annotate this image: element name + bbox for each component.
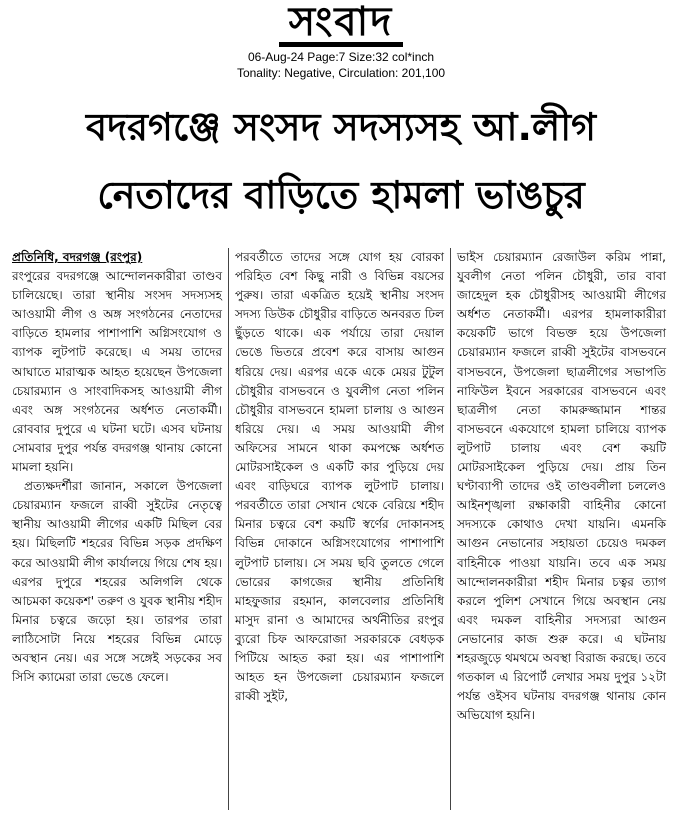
clipping-meta-line: 06-Aug-24 Page:7 Size:32 col*inch [247, 50, 435, 64]
article-paragraph: পরবর্তীতে তাদের সঙ্গে যোগ হয় বোরকা পরিহিত বেশ কিছু নারী ও বিভিন্ন বয়সের পুরুষ। তারা একত্রিত হয়েই স্থানীয় সংসদ সদস্য ডিউক চৌধুরীর বাড়িতে অনবরত ঢিল ছুঁড়তে থাকে। এক পর্যায়ে তারা দেয়াল ভেঙে ভিতরে প্রবেশ করে বাসায় আগুন ধরিয়ে দেয়। এরপর একে একে মেয়র টুটুল চৌধুরীর বাসভবনে ও যুবলীগ নেতা পলিন চৌধুরীর বাসভবনে হামলা চালায় ও আগুন ধরিয়ে দেয়। এ সময় আওয়ামী লীগ অফিসের সামনে থাকা কমপক্ষে অর্ধশত মোটরসাইকেল ও একটি কার পুড়িয়ে দেয় এবং বাড়িঘরে ব্যাপক লুটপাট চালায়। পরবর্তীতে তারা সেখান থেকে বেরিয়ে শহীদ মিনার চত্বরে বেশ কয়টি স্বর্ণের দোকানসহ বিভিন্ন দোকানে অগ্নিসংযোগের পাশাপাশি লুটপাট চালায়। সে সময় ছবি তুলতে গেলে ভোরের কাগজের স্থানীয় প্রতিনিধি মাহফুজার রহমান, কালবেলার প্রতিনিধি মাসুদ রানা ও আমাদের অর্থনীতির রংপুর ব্যুরো চিফ আফরোজা সরকারকে বেধড়ক পিটিয়ে আহত করা হয়। এর পাশাপাশি আহত হন উপজেলা চেয়ারম্যান ফজলে রাব্বী সুইট, [235, 250, 444, 704]
headline-line-1: বদরগঞ্জে সংসদ সদস্যসহ আ.লীগ [86, 105, 596, 149]
newspaper-logo: সংবাদ [279, 2, 404, 47]
byline: প্রতিনিধি, বদরগঞ্জ (রংপুর) [12, 250, 143, 264]
article-paragraph: প্রত্যক্ষদর্শীরা জানান, সকালে উপজেলা চেয়ারম্যান ফজলে রাব্বী সুইটের নেতৃত্বে স্থানীয় আওয়ামী লীগের একটি মিছিল বের হয়। মিছিলটি শহরের বিভিন্ন সড়ক প্রদক্ষিণ করে আওয়ামী লীগ কার্যালয়ে গিয়ে শেষ হয়। এরপর দুপুরে শহরের অলিগলি থেকে আচমকা কয়েকশ' তরুণ ও যুবক স্থানীয় শহীদ মিনার চত্বরে জড়ো হয়। তারপর তারা লাঠিসোটা নিয়ে শহরের বিভিন্ন মোড়ে অবস্থান নেয়। এর সঙ্গে সঙ্গেই সড়কের সব সিসি ক্যামেরা তারা ভেঙে ফেলে। [12, 479, 222, 685]
article-column-3 [450, 248, 672, 810]
clipping-tonality-line: Tonality: Negative, Circulation: 201,100 [236, 66, 446, 80]
article-column-2 [228, 248, 450, 810]
article-paragraph: রংপুরের বদরগঞ্জে আন্দোলনকারীরা তাণ্ডব চালিয়েছে। তারা স্থানীয় সংসদ সদস্যসহ আওয়ামী লীগ ও অঙ্গ সংগঠনের নেতাদের বাড়িতে হামলার পাশাপাশি অগ্নিসংযোগ ও ব্যাপক লুটপাট করেছে। এ সময় তাদের আঘাতে মারাত্মক আহত হয়েছেন উপজেলা চেয়ারম্যান ও সাংবাদিকসহ আওয়ামী লীগ এবং অঙ্গ সংগঠনের অর্ধশত নেতাকর্মী। রোববার দুপুরে এ ঘটনা ঘটে। এসব ঘটনায় সোমবার দুপুর পর্যন্ত বদরগঞ্জ থানায় কোনো মামলা হয়নি। [12, 269, 222, 475]
article-body [6, 248, 676, 810]
article-column-1 [6, 248, 228, 810]
newspaper-masthead [0, 0, 682, 44]
article-paragraph: ভাইস চেয়ারম্যান রেজাউল করিম পান্না, যুবলীগ নেতা পলিন চৌধুরী, তার বাবা জাহেদুল হক চৌধুরীসহ আওয়ামী লীগের অর্ধশত নেতাকর্মী। এরপর হামলাকারীরা কয়েকটি ভাগে বিভক্ত হয়ে উপজেলা চেয়ারম্যান ফজলে রাব্বী সুইটের বাসভবনে বাসভবনে, উপজেলা ছাত্রলীগের সভাপতি নাফিউল ইবনে সরকারের বাসভবনে এবং ছাত্রলীগ নেতা কামরুজ্জামান শান্তর বাসভবনে একযোগে হামলা চালিয়ে ব্যাপক লুটপাট চালায় এবং বেশ কয়টি মোটরসাইকেল পুড়িয়ে দেয়। প্রায় তিন ঘণ্টাব্যাপী তাদের ওই তাণ্ডবলীলা চললেও আইনশৃঙ্খলা রক্ষাকারী বাহিনীর কোনো সদস্যকে কোথাও দেখা যায়নি। এমনকি আগুন নেভানোর সহায়তা চেয়েও দমকল বাহিনীকে পাওয়া যায়নি। তবে এক সময় আন্দোলনকারীরা শহীদ মিনার চত্বর ত্যাগ করলে পুলিশ সেখানে গিয়ে অবস্থান নেয় এবং দমকল বাহিনীর সদস্যরা আগুন নেভানোর কাজ শুরু করে। এ ঘটনায় শহরজুড়ে থমথমে অবস্থা বিরাজ করছে। তবে গতকাল এ রিপোর্ট লেখার সময় দুপুর ১২টা পর্যন্ত ওইসব ঘটনায় বদরগঞ্জ থানায় কোন অভিযোগ হয়নি। [457, 250, 666, 723]
headline-line-2: নেতাদের বাড়িতে হামলা ভাঙচুর [97, 173, 585, 217]
